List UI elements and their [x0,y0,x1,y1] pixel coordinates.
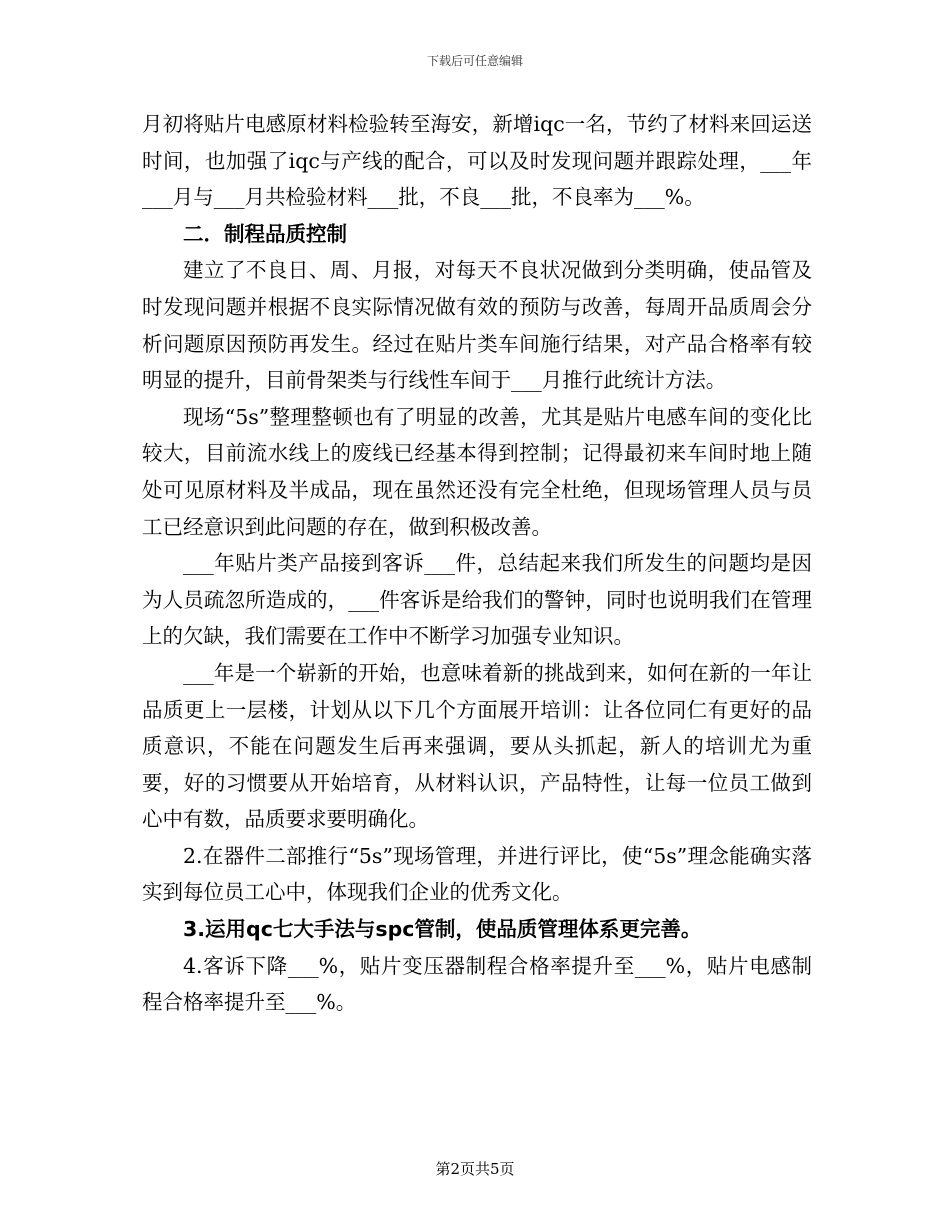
paragraph-defect-reports: 建立了不良日、周、月报，对每天不良状况做到分类明确，使品管及时发现问题并根据不良实际情况做有效的预防与改善，每周开品质周会分析问题原因预防再发生。经过在贴片类车间施行结果，对产品合格率有较明显的提升，目前骨架类与行线性车间于___月推行此统计方法。 [142,258,812,393]
section-heading-process-quality: 二．制程品质控制 [183,221,347,246]
list-item-5s-management: 2.在器件二部推行“5s”现场管理，并进行评比，使“5s”理念能确实落实到每位员工心中，体现我们企业的优秀文化。 [142,843,812,905]
page-number: 第2页共5页 [435,1160,515,1178]
list-item-complaint-targets: 4.客诉下降___%，贴片变压器制程合格率提升至___%，贴片电感制程合格率提升至___%。 [142,953,812,1015]
paragraph-training-plan: ___年是一个崭新的开始，也意味着新的挑战到来，如何在新的一年让品质更上一层楼，计划从以下几个方面展开培训：让各位同仁有更好的品质意识，不能在问题发生后再来强调，要从头抓起，新人的培训尤为重要，好的习惯要从开始培育，从材料认识，产品特性，让每一位员工做到心中有数，品质要求要明确化。 [142,660,812,832]
paragraph-customer-complaints: ___年贴片类产品接到客诉___件，总结起来我们所发生的问题均是因为人员疏忽所造成的，___件客诉是给我们的警钟，同时也说明我们在管理上的欠缺，我们需要在工作中不断学习加强专业知识。 [142,551,812,649]
paragraph-material-inspection: 月初将贴片电感原材料检验转至海安，新增iqc一名，节约了材料来回运送时间，也加强了iqc与产线的配合，可以及时发现问题并跟踪处理，___年___月与___月共检验材料___批，不良___批，不良率为___%。 [142,112,812,210]
header-note: 下载后可任意编辑 [426,54,523,68]
document-body [142,106,812,1021]
paragraph-5s-improvement: 现场“5s”整理整顿也有了明显的改善，尤其是贴片电感车间的变化比较大，目前流水线上的废线已经基本得到控制；记得最初来车间时地上随处可见原材料及半成品，现在虽然还没有完全杜绝，但现场管理人员与员工已经意识到此问题的存在，做到积极改善。 [142,404,812,539]
list-item-qc-spc: 3.运用qc七大手法与spc管制，使品质管理体系更完善。 [183,917,702,942]
